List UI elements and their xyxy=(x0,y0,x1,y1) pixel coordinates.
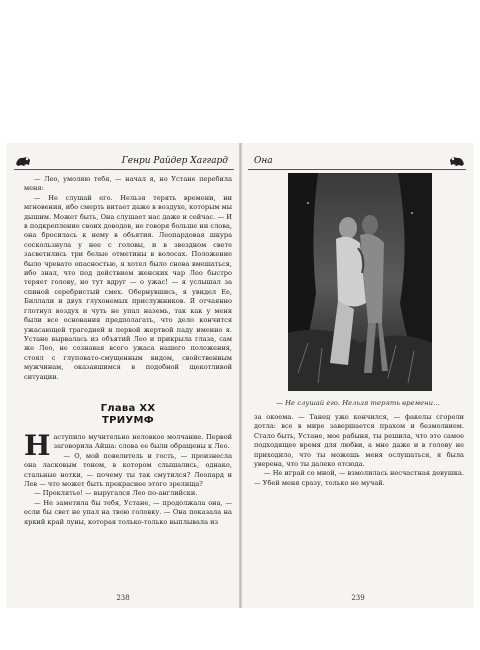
paragraph-first-text: аступило мучительно неловкое молчание. Первой заговорила Айша: слова ее были обращены к Лео. xyxy=(53,433,232,451)
body-text-right xyxy=(254,413,464,488)
body-text-chapter xyxy=(24,429,232,527)
book-spread xyxy=(6,143,474,608)
illustration-caption: — Не слушай его. Нельзя терять времени… xyxy=(276,399,440,407)
left-page xyxy=(6,143,240,608)
engraving-image xyxy=(288,173,432,391)
running-head-left xyxy=(14,153,234,170)
chapter-heading xyxy=(24,403,232,427)
paragraph: — О, мой повелитель и гость, — произнесла она ласковым тоном, в котором слышались, однако, стальные нотки, — почему ты так смутился? Леопард и Лев — что может быть прекраснее этого зрелища? xyxy=(24,451,232,489)
running-head-title: Генри Райдер Хаггард xyxy=(121,156,228,166)
chapter-number: Глава XX xyxy=(100,403,156,414)
paragraph-first xyxy=(24,429,232,462)
paragraph-continued: за окоема. — Танец уже кончился, — факелы сгорели дотла: все в мире завершается прахом и безмолвием. Стало быть, Устане, мое рабыня, ты решила, что это самое подходящее время для любви, а мне даже и в голову не приходило, что ты можешь меня ослушаться, я была уверена, что ты далеко отсюда. xyxy=(254,413,464,469)
right-page xyxy=(242,143,474,608)
paragraph: — Проклятье! — выругался Лео по-английски. xyxy=(34,489,198,498)
page-number-right: 239 xyxy=(351,594,365,602)
paragraph: — Не играй со мной, — взмолилась несчастная девушка. — Убей меня сразу, только не мучай. xyxy=(254,469,464,487)
paragraph: — Лео, умоляю тебя, — начал я, но Устане перебила меня: xyxy=(24,175,232,193)
paragraph: — Не слушай его. Нельзя терять времени, ни мгновения, ибо смерть витает даже в воздухе, которым мы дышим. Может быть, Она слушает нас даже и сейчас. — И в подкрепление своих доводов, не говоря больше ни слова, она бросилась к нему в объятия. Леопардовая шкура соскользнула у нее с головы, и в звездном свете засветились три белые отметины в волосах. Положение было чревато опасностью, я хотел было снова вмешаться, ибо знал, что под действием женских чар Лео быстро теряет голову, но тут вдруг — о ужас! — я услышал за спиной серебристый смех. Обернувшись, я увидел Ее, Биллали и двух глухонемых прислужников. Я отчаянно глотнул воздух и чуть не упал наземь, так как у меня были все основания предполагать, что дело кончится ужасающей трагедией и первой жертвой паду именно я. Устане вырвалась из объятий Лео и прикрыла глаза, сам же Лео, не сознавая всего ужаса нашего положения, стоял с глуповато-смущенным видом, свойственным мужчинам, оказавшимся в подобной щекотливой ситуации. xyxy=(24,193,232,381)
chapter-title: ТРИУМФ xyxy=(102,415,154,426)
lion-ornament-icon xyxy=(14,154,32,168)
lion-ornament-icon xyxy=(448,154,466,168)
page-number-left: 238 xyxy=(116,594,130,602)
running-head-title: Она xyxy=(254,156,273,166)
body-text-top xyxy=(24,175,232,382)
engraving-illustration xyxy=(288,173,432,391)
dropcap: Н xyxy=(24,429,51,462)
paragraph: — Не заметила бы тебя, Устане, — продолжала она, — если бы свет не упал на твою головку. — Она показала на яркий край луны, которая только-только выплывала из xyxy=(24,498,232,526)
running-head-right xyxy=(248,153,466,170)
